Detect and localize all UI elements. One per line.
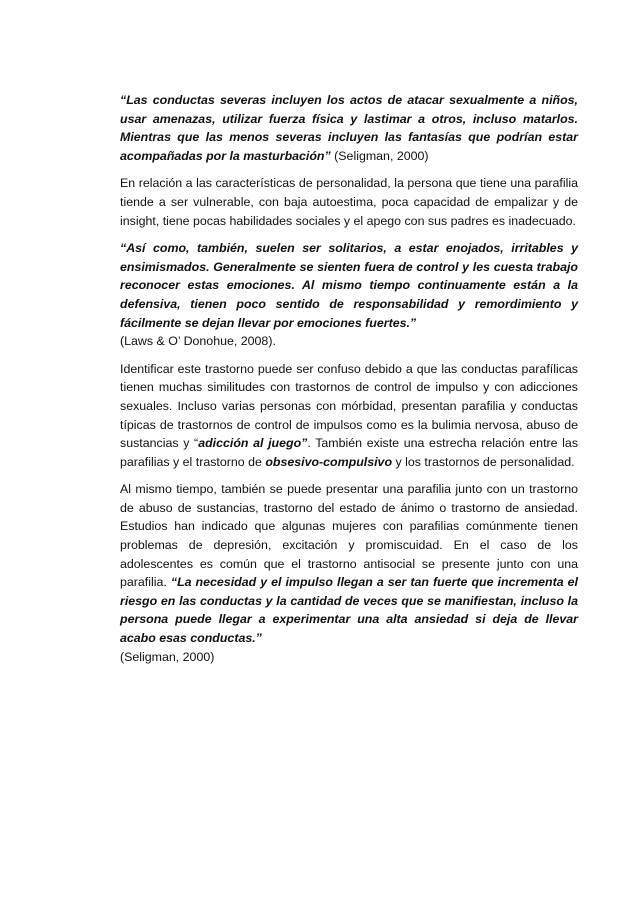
paragraph-4-text-part3: y los trastornos de personalidad. (392, 454, 575, 469)
paragraph-4-text-part1: Identificar este trastorno puede ser confuso debido a que las conductas parafílicas tienen muchas similitudes con trastornos de control de impulso y con adicciones sexuales. Incluso varias personas con mórbidad, presentan parafilia y conductas típicas de trastornos de control de impulsos como es la bulimia nervosa, abuso de sustancias y “ (120, 361, 578, 451)
emphasis-obsesivo-compulsivo: obsesivo-compulsivo (265, 454, 393, 469)
citation-seligman-1: (Seligman, 2000) (334, 148, 429, 163)
citation-laws: (Laws & O’ Donohue, 2008). (120, 334, 276, 349)
paragraph-5 (120, 480, 578, 666)
paragraph-1 (120, 91, 578, 165)
paragraph-3 (120, 239, 578, 351)
quote-necesidad-impulso: “La necesidad y el impulso llegan a ser tan fuerte que incrementa el riesgo en las conductas y la cantidad de veces que se manifiestan, incluso la persona puede llegar a experimentar una alta ansiedad si deja de llevar acabo esas conductas.” (120, 575, 579, 646)
quote-severe-conduct: “Las conductas severas incluyen los actos de atacar sexualmente a niños, usar amenazas, utilizar fuerza física y lastimar a otros, incluso matarlos. Mientras que las menos severas incluyen las fantasías que podrían estar acompañadas por la masturbación” (120, 93, 578, 163)
citation-seligman-2: (Seligman, 2000) (120, 649, 215, 664)
paragraph-5-text: Al mismo tiempo, también se puede presentar una parafilia junto con un trastorno de abuso de sustancias, trastorno del estado de ánimo o trastorno de ansiedad. Estudios han indicado que algunas mujeres con parafilias comúnmente tienen problemas de depresión, excitación y promiscuidad. En el caso de los adolescentes es común que el trastorno antisocial se presente junto con una parafilia. (120, 482, 578, 590)
quote-solitary: “Así como, también, suelen ser solitarios, a estar enojados, irritables y ensimismados. Generalmente se sienten fuera de control y les cuesta trabajo reconocer estas emociones. Al mismo tiempo continuamente están a la defensiva, tienen poco sentido de responsabilidad y remordimiento y fácilmente se dejan llevar por emociones fuertes.” (120, 241, 578, 330)
paragraph-4-text-part2: . También existe una estrecha relación entre las parafilias y el trastorno de (120, 436, 579, 469)
paragraph-2 (120, 174, 578, 230)
paragraph-2-text: En relación a las características de personalidad, la persona que tiene una parafilia tiende a ser vulnerable, con baja autoestima, poca capacidad de empalizar y de insight, tiene pocas habilidades sociales y el apego con sus padres es inadecuado. (120, 176, 578, 228)
paragraph-4 (120, 360, 578, 472)
emphasis-adiccion-al-juego: adicción al juego” (198, 436, 308, 451)
document-page (120, 91, 578, 675)
